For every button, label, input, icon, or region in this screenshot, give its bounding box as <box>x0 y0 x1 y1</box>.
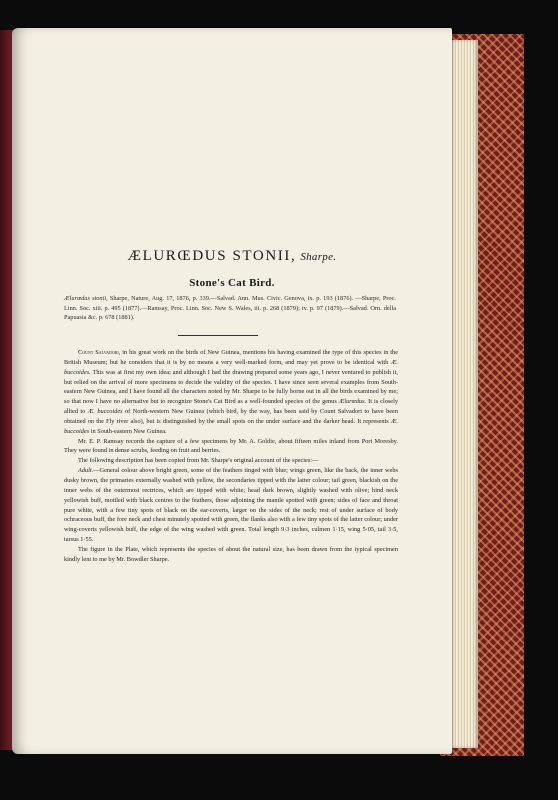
p1-text-a: in his great work on the birds of New Guinea, mentions his having examined the type of this species in the British Museum; but he considers that it is by no means a very well-marked form, and may yet prove to be identical with <box>64 349 398 366</box>
p1-species-1: Æ. buccoides. <box>64 358 398 376</box>
paragraph-5: The figure in the Plate, which represents the species of about the natural size, has been drawn from the typical specimen kindly lent to me by Mr. Bowdler Sharpe. <box>64 545 398 563</box>
p1-species-2: Æ. buccoides <box>87 408 123 416</box>
p1-genus: Ælurœdus. <box>338 398 367 406</box>
p4-lead: Adult. <box>78 467 94 475</box>
paragraph-2: Mr. E. P. Ramsay records the capture of a few specimens by Mr. A. Goldie, about fifteen miles inland from Port Moresby. They were found in dense scrubs, feeding on fruit and berries. <box>64 437 398 455</box>
p4-text: —General colour above bright green, some of the feathers tinged with blue; wings green, like the back, the inner webs dusky brown, the primaries externally washed with yellow, the secondaries tipped with the latter colour; tail green, blackish on the inner webs of the outermost rectrices, which are tipped with white; head dark brown, slightly washed with olive; hind neck yellowish buff, mottled with black centres to the feathers, those adjoining the mantle spotted with green; sides of face and throat pure white, with a few tiny spots of black on the ear-coverts, larger on the sides of the neck; rest of under surface of body ochraceous buff, the fore neck and chest minutely spotted with green, the flanks also with a few tiny spots of the latter colour; under wing-coverts yellowish buff, the edge of the wing washed with green. Total length 9·3 inches, culmen 1·15, wing 5·05, tail 3·5, tarsus 1·55. <box>64 467 398 544</box>
page-stack <box>448 40 478 748</box>
book-page <box>12 28 452 754</box>
synonymy-text: Sharpe, Nature, Aug. 17, 1876, p. 339.—Salvad. Ann. Mus. Civic. Genova, ix. p. 193 (1876). —Sharpe, Proc. Linn. Soc. xiii. p. 495 (1877).—Ramsay, Proc. Linn. Soc. New S. Wales, iii. p. 268 (1879); iv. p. 97 (1879).—Salvad. Orn. della Papuasia &c. p. 678 (1881). <box>64 295 396 322</box>
species-title <box>12 248 452 265</box>
p1-text-e: in South-eastern New Guinea. <box>89 427 167 435</box>
p1-text-d: of North-western New Guinea (which bird, by the way, has been said by Count Salvadori to have been obtained on the Fly river also), but is distinguished by the small spots on the under surface and the darker head. It represents <box>64 408 398 425</box>
divider-rule <box>178 335 258 336</box>
common-name: Stone's Cat Bird. <box>189 277 275 289</box>
p1-species-3: Æ. buccoides <box>64 417 398 435</box>
paragraph-4 <box>64 466 398 545</box>
p1-text-b: This was at first my own idea; and although I had the drawing prepared some years ago, I never ventured to publish it, but relied on the arrival of more specimens to decide the validity of the species. I have since seen several examples from South-eastern New Guinea, and I have found all the characters noted by Mr. Sharpe to be fully borne out in all the birds examined by me; so that now I have no alternative but to recognize Stone's Cat Bird as a well-founded species of the genus <box>64 368 398 406</box>
title-block <box>12 248 452 289</box>
paragraph-3: The following description has been copied from Mr. Sharpe's original account of the species:— <box>78 457 319 465</box>
synonymy <box>64 294 396 323</box>
p1-text-c: It is closely allied to <box>64 398 398 416</box>
paragraph-1 <box>64 348 398 437</box>
species-name: ÆLURŒDUS STONII, <box>127 248 297 264</box>
body-text <box>64 348 398 565</box>
species-author: Sharpe. <box>300 251 337 263</box>
p1-lead: Count Salvadori, <box>78 349 121 356</box>
synonymy-lead: Ælurœdus stonii, <box>64 295 108 302</box>
